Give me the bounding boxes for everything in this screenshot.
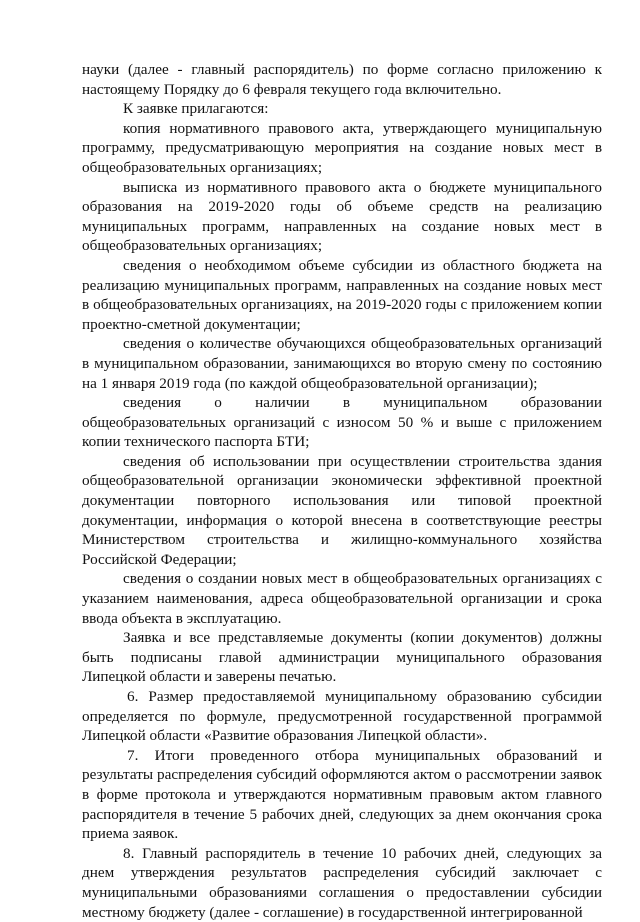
paragraph-wear-info: сведения о наличии в муниципальном образовании общеобразовательных организаций с износом 50 % и выше с приложением копии технического паспорта БТИ; — [82, 394, 602, 451]
paragraph-subsidy-volume: сведения о необходимом объеме субсидии из областного бюджета на реализацию муниципальных программ, направленных на создание новых мест в общеобразовательных организациях, на 2019-2020 годы с приложением копии проектно-сметной документации; — [82, 256, 602, 333]
paragraph-continuation: науки (далее - главный распорядитель) по форме согласно приложению к настоящему Порядку до 6 февраля текущего года включительно. — [82, 61, 602, 98]
paragraph-new-places-info: сведения о создании новых мест в общеобразовательных организациях с указанием наименования, адреса общеобразовательной организации и срока ввода объекта в эксплуатацию. — [82, 570, 602, 627]
paragraph-attachments-heading: К заявке прилагаются: — [123, 100, 269, 118]
paragraph-item-8: 8. Главный распорядитель в течение 10 рабочих дней, следующих за днем утверждения результатов распределения субсидий заключает с муниципальными образованиями соглашения о предоставлении субсидии местному бюджету (далее - соглашение) в государственной интегрированной — [82, 844, 602, 921]
paragraph-item-6: 6. Размер предоставляемой муниципальному образованию субсидии определяется по формуле, предусмотренной государственной программой Липецкой области «Развитие образования Липецкой области». — [82, 688, 602, 745]
paragraph-second-shift-students: сведения о количестве обучающихся общеобразовательных организаций в муниципальном образовании, занимающихся во вторую смену по состоянию на 1 января 2019 года (по каждой общеобразовательной организации); — [82, 335, 602, 392]
paragraph-project-documentation: сведения об использовании при осуществлении строительства здания общеобразовательной организации экономически эффективной проектной документации повторного использования или типовой проектной документации, информация о которой внесена в соответствующие реестры Министерством строительства и жилищно-коммунального хозяйства Российской Федерации; — [82, 452, 602, 568]
paragraph-item-7: 7. Итоги проведенного отбора муниципальных образований и результаты распределения субсидий оформляются актом о рассмотрении заявок в форме протокола и утверждаются нормативным правовым актом главного распорядителя в течение 5 рабочих дней, следующих за днем окончания срока приема заявок. — [82, 746, 602, 843]
paragraph-signature-requirement: Заявка и все представляемые документы (копии документов) должны быть подписаны главой администрации муниципального образования Липецкой области и заверены печатью. — [82, 629, 602, 686]
paragraph-program-act-copy: копия нормативного правового акта, утверждающего муниципальную программу, предусматривающую мероприятия на создание новых мест в общеобразовательных организациях; — [82, 119, 602, 176]
paragraph-budget-extract: выписка из нормативного правового акта о бюджете муниципального образования на 2019-2020 годы об объеме средств на реализацию муниципальных программ, направленных на создание новых мест в общеобразовательных организациях; — [82, 178, 602, 255]
